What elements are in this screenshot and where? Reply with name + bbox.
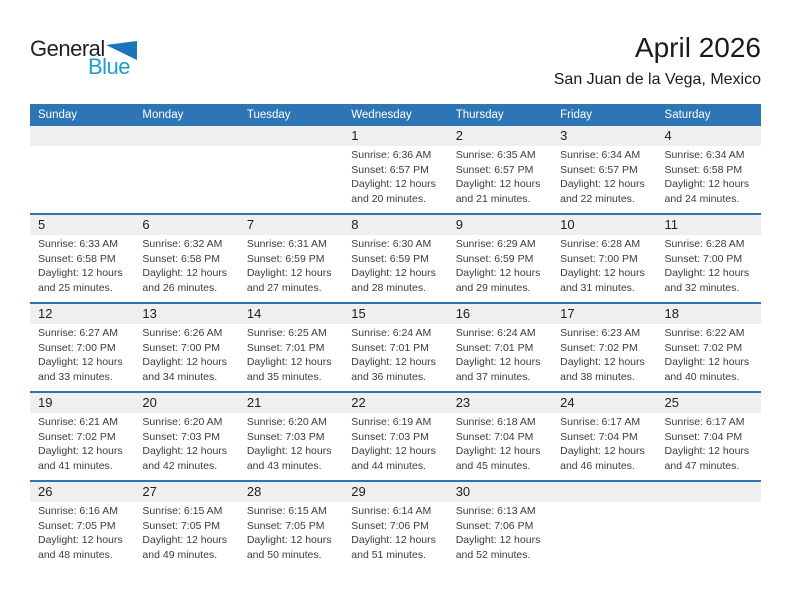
sunset-text: Sunset: 6:58 PM	[142, 252, 221, 265]
day-number-band	[30, 304, 134, 324]
daylight-text-line1: Daylight: 12 hours	[664, 267, 750, 279]
day-number-band	[343, 304, 447, 324]
daylight-text-line2: and 44 minutes.	[351, 459, 426, 472]
day-cell	[343, 481, 447, 569]
day-cell	[30, 214, 134, 303]
sunset-text: Sunset: 6:59 PM	[455, 252, 534, 265]
day-number: 1	[351, 128, 359, 143]
day-number-band	[552, 304, 656, 324]
daylight-text-line2: and 36 minutes.	[351, 370, 426, 383]
daylight-text-line1: Daylight: 12 hours	[560, 445, 645, 457]
day-number: 16	[455, 306, 471, 321]
day-cell	[343, 126, 447, 214]
daylight-text-line1: Daylight: 12 hours	[38, 445, 123, 457]
daylight-text-line2: and 42 minutes.	[142, 459, 218, 472]
day-details	[343, 146, 447, 206]
day-number: 29	[351, 484, 366, 499]
day-number-band	[343, 482, 447, 502]
daylight-text-line1: Daylight: 12 hours	[560, 178, 645, 190]
sunrise-text: Sunrise: 6:32 AM	[142, 238, 223, 250]
daylight-text-line2: and 22 minutes.	[560, 192, 635, 205]
daylight-text-line1: Daylight: 12 hours	[664, 356, 750, 368]
sunrise-text: Sunrise: 6:31 AM	[246, 238, 327, 250]
sunrise-text: Sunrise: 6:19 AM	[351, 416, 432, 428]
daylight-text-line1: Daylight: 12 hours	[351, 534, 436, 546]
empty-day-cell	[239, 126, 343, 214]
day-number: 10	[560, 217, 575, 232]
daylight-text-line2: and 26 minutes.	[142, 281, 218, 294]
sunset-text: Sunset: 7:02 PM	[560, 341, 638, 354]
daylight-text-line1: Daylight: 12 hours	[455, 534, 541, 546]
daylight-text-line1: Daylight: 12 hours	[664, 445, 750, 457]
daylight-text-line2: and 20 minutes.	[351, 192, 426, 205]
sunrise-text: Sunrise: 6:25 AM	[246, 327, 327, 339]
day-details	[552, 413, 656, 473]
daylight-text-line1: Daylight: 12 hours	[455, 267, 541, 279]
sunrise-text: Sunrise: 6:17 AM	[560, 416, 641, 428]
day-details	[448, 235, 552, 295]
daylight-text-line1: Daylight: 12 hours	[455, 178, 541, 190]
daylight-text-line1: Daylight: 12 hours	[246, 356, 332, 368]
daylight-text-line1: Daylight: 12 hours	[38, 534, 123, 546]
sunrise-text: Sunrise: 6:33 AM	[38, 238, 118, 250]
day-number-band	[552, 126, 656, 146]
sunrise-text: Sunrise: 6:13 AM	[455, 505, 536, 517]
day-number-band	[30, 215, 134, 235]
page-title: April 2026	[634, 32, 761, 63]
day-number-band	[239, 126, 343, 146]
sunset-text: Sunset: 7:00 PM	[560, 252, 638, 265]
weekday-header-friday: Friday	[552, 104, 656, 126]
day-cell	[552, 126, 656, 214]
sunset-text: Sunset: 7:04 PM	[664, 430, 743, 443]
sunset-text: Sunset: 7:04 PM	[560, 430, 638, 443]
day-number: 11	[664, 217, 679, 232]
daylight-text-line2: and 28 minutes.	[351, 281, 426, 294]
day-number-band	[239, 304, 343, 324]
daylight-text-line1: Daylight: 12 hours	[246, 534, 332, 546]
sunrise-text: Sunrise: 6:23 AM	[560, 327, 641, 339]
sunrise-text: Sunrise: 6:29 AM	[455, 238, 536, 250]
day-details	[657, 324, 761, 384]
day-number: 6	[142, 217, 150, 232]
weekday-header-wednesday: Wednesday	[343, 104, 447, 126]
daylight-text-line2: and 37 minutes.	[455, 370, 531, 383]
day-number-band	[134, 215, 238, 235]
day-details	[448, 502, 552, 562]
logo-text-general: General	[30, 36, 105, 61]
sunrise-text: Sunrise: 6:27 AM	[38, 327, 118, 339]
sunrise-text: Sunrise: 6:15 AM	[142, 505, 223, 517]
day-details	[30, 413, 134, 473]
week-row-3	[30, 303, 761, 392]
daylight-text-line1: Daylight: 12 hours	[142, 534, 228, 546]
day-cell	[30, 392, 134, 481]
sunset-text: Sunset: 7:00 PM	[664, 252, 743, 265]
day-number-band	[448, 393, 552, 413]
sunset-text: Sunset: 7:00 PM	[38, 341, 116, 354]
day-number-band	[239, 482, 343, 502]
day-number: 22	[351, 395, 366, 410]
weekday-header-monday: Monday	[134, 104, 238, 126]
day-number: 15	[351, 306, 366, 321]
day-details	[448, 146, 552, 206]
sunset-text: Sunset: 6:58 PM	[38, 252, 116, 265]
day-cell	[448, 126, 552, 214]
day-cell	[343, 303, 447, 392]
sunset-text: Sunset: 6:57 PM	[560, 163, 638, 176]
day-number: 24	[560, 395, 575, 410]
day-number-band	[30, 482, 134, 502]
calendar-table	[30, 104, 761, 569]
day-cell	[657, 214, 761, 303]
sunset-text: Sunset: 7:03 PM	[246, 430, 325, 443]
sunset-text: Sunset: 6:57 PM	[351, 163, 429, 176]
day-details	[552, 146, 656, 206]
page-subtitle: San Juan de la Vega, Mexico	[553, 71, 761, 89]
sunrise-text: Sunrise: 6:17 AM	[664, 416, 745, 428]
day-details	[134, 324, 238, 384]
general-blue-logo	[30, 38, 130, 79]
day-details	[30, 324, 134, 384]
empty-day-cell	[30, 126, 134, 214]
day-number-band	[134, 304, 238, 324]
day-number-band	[448, 215, 552, 235]
week-row-2	[30, 214, 761, 303]
day-details	[134, 502, 238, 562]
sunrise-text: Sunrise: 6:16 AM	[38, 505, 118, 517]
day-cell	[134, 303, 238, 392]
day-details	[134, 413, 238, 473]
sunrise-text: Sunrise: 6:28 AM	[664, 238, 745, 250]
sunset-text: Sunset: 6:59 PM	[246, 252, 325, 265]
daylight-text-line1: Daylight: 12 hours	[560, 356, 645, 368]
daylight-text-line2: and 52 minutes.	[455, 548, 531, 561]
day-number-band	[30, 126, 134, 146]
day-cell	[343, 392, 447, 481]
day-number-band	[552, 215, 656, 235]
day-number: 4	[664, 128, 672, 143]
day-number-band	[30, 393, 134, 413]
day-number-band	[134, 393, 238, 413]
sunrise-text: Sunrise: 6:30 AM	[351, 238, 432, 250]
day-details	[657, 235, 761, 295]
day-details	[30, 235, 134, 295]
day-number: 12	[38, 306, 53, 321]
day-number: 30	[455, 484, 471, 499]
daylight-text-line1: Daylight: 12 hours	[351, 178, 436, 190]
day-cell	[239, 481, 343, 569]
sunrise-text: Sunrise: 6:34 AM	[664, 149, 745, 161]
daylight-text-line2: and 38 minutes.	[560, 370, 635, 383]
day-number-band	[134, 126, 238, 146]
day-cell	[30, 481, 134, 569]
day-number-band	[239, 215, 343, 235]
day-details	[239, 502, 343, 562]
day-details	[239, 413, 343, 473]
day-number-band	[343, 126, 447, 146]
day-number-band	[657, 482, 761, 502]
daylight-text-line1: Daylight: 12 hours	[455, 445, 541, 457]
day-details	[657, 146, 761, 206]
sunrise-text: Sunrise: 6:22 AM	[664, 327, 745, 339]
sunrise-text: Sunrise: 6:24 AM	[455, 327, 536, 339]
daylight-text-line2: and 33 minutes.	[38, 370, 113, 383]
sunset-text: Sunset: 7:06 PM	[351, 519, 429, 532]
daylight-text-line2: and 24 minutes.	[664, 192, 740, 205]
day-cell	[448, 303, 552, 392]
day-number: 28	[246, 484, 262, 499]
day-number-band	[343, 215, 447, 235]
daylight-text-line2: and 45 minutes.	[455, 459, 531, 472]
sunset-text: Sunset: 7:02 PM	[664, 341, 743, 354]
day-number-band	[343, 393, 447, 413]
daylight-text-line1: Daylight: 12 hours	[38, 267, 123, 279]
daylight-text-line1: Daylight: 12 hours	[664, 178, 750, 190]
day-number: 7	[246, 217, 255, 232]
day-cell	[448, 392, 552, 481]
day-number: 2	[455, 128, 463, 143]
day-number-band	[657, 126, 761, 146]
sunrise-text: Sunrise: 6:26 AM	[142, 327, 223, 339]
empty-day-cell	[552, 481, 656, 569]
daylight-text-line2: and 34 minutes.	[142, 370, 218, 383]
sunrise-text: Sunrise: 6:15 AM	[246, 505, 327, 517]
sunrise-text: Sunrise: 6:21 AM	[38, 416, 118, 428]
sunset-text: Sunset: 6:57 PM	[455, 163, 534, 176]
sunrise-text: Sunrise: 6:18 AM	[455, 416, 536, 428]
daylight-text-line2: and 35 minutes.	[246, 370, 322, 383]
day-number: 5	[38, 217, 46, 232]
title-block	[554, 32, 761, 89]
daylight-text-line2: and 40 minutes.	[664, 370, 740, 383]
week-row-4	[30, 392, 761, 481]
weekday-header-row	[30, 104, 761, 126]
day-cell	[134, 481, 238, 569]
sunset-text: Sunset: 7:02 PM	[38, 430, 116, 443]
daylight-text-line2: and 25 minutes.	[38, 281, 113, 294]
sunset-text: Sunset: 7:04 PM	[455, 430, 534, 443]
daylight-text-line1: Daylight: 12 hours	[142, 445, 228, 457]
sunrise-text: Sunrise: 6:35 AM	[455, 149, 536, 161]
sunset-text: Sunset: 7:01 PM	[246, 341, 325, 354]
daylight-text-line2: and 43 minutes.	[246, 459, 322, 472]
sunset-text: Sunset: 7:05 PM	[38, 519, 116, 532]
day-number: 25	[664, 395, 679, 410]
day-details	[552, 324, 656, 384]
daylight-text-line1: Daylight: 12 hours	[246, 445, 332, 457]
daylight-text-line1: Daylight: 12 hours	[142, 356, 228, 368]
day-number-band	[657, 304, 761, 324]
daylight-text-line2: and 29 minutes.	[455, 281, 531, 294]
day-cell	[239, 392, 343, 481]
daylight-text-line2: and 50 minutes.	[246, 548, 322, 561]
day-number: 23	[455, 395, 471, 410]
day-number-band	[552, 482, 656, 502]
daylight-text-line2: and 41 minutes.	[38, 459, 113, 472]
sunset-text: Sunset: 7:03 PM	[142, 430, 221, 443]
daylight-text-line1: Daylight: 12 hours	[246, 267, 332, 279]
daylight-text-line2: and 32 minutes.	[664, 281, 740, 294]
day-number-band	[448, 304, 552, 324]
sunset-text: Sunset: 6:58 PM	[664, 163, 743, 176]
sunrise-text: Sunrise: 6:20 AM	[246, 416, 327, 428]
sunrise-text: Sunrise: 6:36 AM	[351, 149, 432, 161]
daylight-text-line2: and 46 minutes.	[560, 459, 635, 472]
day-number: 9	[455, 217, 463, 232]
day-cell	[30, 303, 134, 392]
day-cell	[239, 214, 343, 303]
day-cell	[657, 126, 761, 214]
day-number: 27	[142, 484, 157, 499]
day-cell	[448, 481, 552, 569]
day-number: 20	[142, 395, 157, 410]
day-cell	[552, 214, 656, 303]
sunset-text: Sunset: 7:03 PM	[351, 430, 429, 443]
day-details	[448, 324, 552, 384]
logo-text-blue: Blue	[87, 54, 130, 79]
sunrise-text: Sunrise: 6:34 AM	[560, 149, 641, 161]
daylight-text-line1: Daylight: 12 hours	[455, 356, 541, 368]
day-number: 18	[664, 306, 679, 321]
weekday-header-saturday: Saturday	[657, 104, 761, 126]
day-number: 13	[142, 306, 157, 321]
daylight-text-line2: and 47 minutes.	[664, 459, 740, 472]
day-details	[134, 235, 238, 295]
daylight-text-line2: and 51 minutes.	[351, 548, 426, 561]
daylight-text-line1: Daylight: 12 hours	[560, 267, 645, 279]
sunset-text: Sunset: 7:06 PM	[455, 519, 534, 532]
daylight-text-line2: and 49 minutes.	[142, 548, 218, 561]
day-cell	[552, 392, 656, 481]
sunset-text: Sunset: 7:01 PM	[455, 341, 534, 354]
weekday-header-tuesday: Tuesday	[239, 104, 343, 126]
day-number: 21	[246, 395, 262, 410]
day-cell	[657, 392, 761, 481]
day-details	[239, 235, 343, 295]
daylight-text-line2: and 48 minutes.	[38, 548, 113, 561]
day-number: 8	[351, 217, 359, 232]
week-row-5	[30, 481, 761, 569]
sunrise-text: Sunrise: 6:24 AM	[351, 327, 432, 339]
daylight-text-line2: and 21 minutes.	[455, 192, 531, 205]
weekday-header-sunday: Sunday	[30, 104, 134, 126]
day-details	[448, 413, 552, 473]
day-cell	[134, 392, 238, 481]
daylight-text-line1: Daylight: 12 hours	[142, 267, 228, 279]
daylight-text-line1: Daylight: 12 hours	[351, 445, 436, 457]
day-number: 17	[560, 306, 575, 321]
day-number-band	[657, 393, 761, 413]
day-details	[343, 502, 447, 562]
sunset-text: Sunset: 6:59 PM	[351, 252, 429, 265]
empty-day-cell	[134, 126, 238, 214]
day-number: 3	[560, 128, 568, 143]
day-number-band	[552, 393, 656, 413]
sunrise-text: Sunrise: 6:14 AM	[351, 505, 432, 517]
day-number-band	[448, 126, 552, 146]
day-cell	[239, 303, 343, 392]
day-number: 14	[246, 306, 262, 321]
day-number-band	[448, 482, 552, 502]
sunset-text: Sunset: 7:00 PM	[142, 341, 221, 354]
day-cell	[552, 303, 656, 392]
day-details	[239, 324, 343, 384]
weekday-header-thursday: Thursday	[448, 104, 552, 126]
daylight-text-line2: and 31 minutes.	[560, 281, 635, 294]
day-details	[343, 324, 447, 384]
day-details	[552, 235, 656, 295]
day-number: 26	[38, 484, 53, 499]
day-details	[343, 235, 447, 295]
empty-day-cell	[657, 481, 761, 569]
sunset-text: Sunset: 7:05 PM	[246, 519, 325, 532]
day-number-band	[657, 215, 761, 235]
day-cell	[657, 303, 761, 392]
daylight-text-line1: Daylight: 12 hours	[38, 356, 123, 368]
day-cell	[448, 214, 552, 303]
sunset-text: Sunset: 7:01 PM	[351, 341, 429, 354]
day-details	[343, 413, 447, 473]
day-cell	[343, 214, 447, 303]
day-cell	[134, 214, 238, 303]
day-number: 19	[38, 395, 53, 410]
day-details	[30, 502, 134, 562]
day-number-band	[239, 393, 343, 413]
daylight-text-line2: and 27 minutes.	[246, 281, 322, 294]
sunrise-text: Sunrise: 6:20 AM	[142, 416, 223, 428]
sunset-text: Sunset: 7:05 PM	[142, 519, 221, 532]
week-row-1	[30, 126, 761, 214]
day-number-band	[134, 482, 238, 502]
day-details	[657, 413, 761, 473]
daylight-text-line1: Daylight: 12 hours	[351, 356, 436, 368]
sunrise-text: Sunrise: 6:28 AM	[560, 238, 641, 250]
daylight-text-line1: Daylight: 12 hours	[351, 267, 436, 279]
